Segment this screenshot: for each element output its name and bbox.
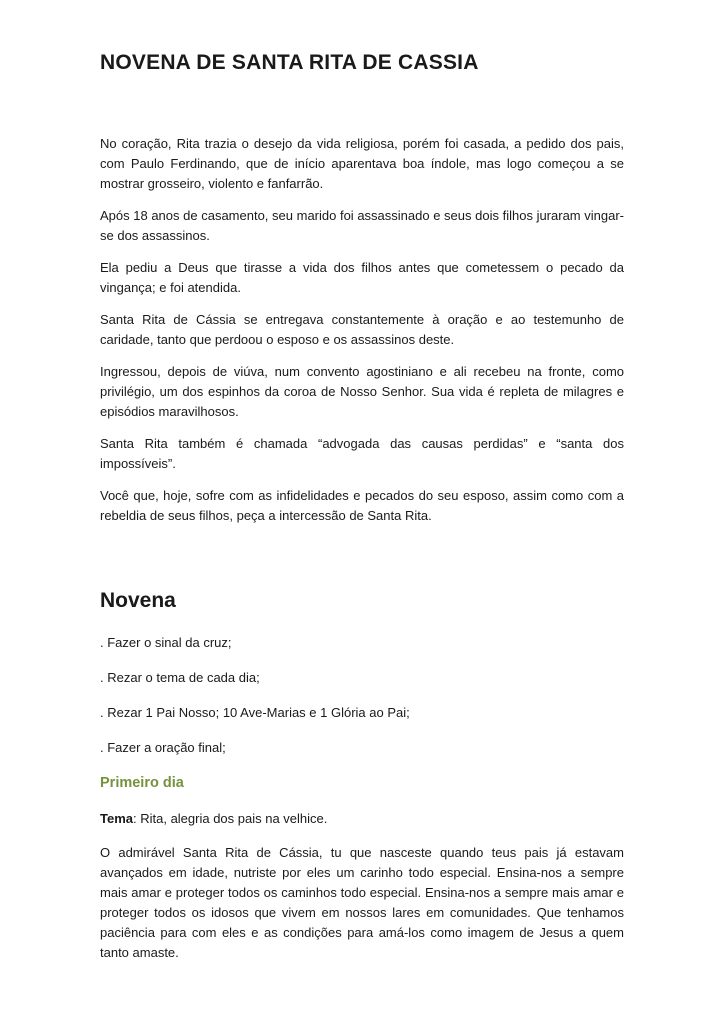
- intro-paragraph-1: No coração, Rita trazia o desejo da vida religiosa, porém foi casada, a pedido dos pais, com Paulo Ferdinando, que de início aparentava boa índole, mas logo começou a se mostrar grosseiro, violento e fanfarrão.: [100, 136, 624, 191]
- intro-paragraph-3: Ela pediu a Deus que tirasse a vida dos filhos antes que cometessem o pecado da vingança; e foi atendida.: [100, 260, 624, 295]
- document-title: NOVENA DE SANTA RITA DE CASSIA: [100, 51, 479, 74]
- novena-step-2: . Rezar o tema de cada dia;: [100, 670, 260, 685]
- novena-step-3: . Rezar 1 Pai Nosso; 10 Ave-Marias e 1 Glória ao Pai;: [100, 705, 410, 720]
- novena-section-heading: Novena: [100, 589, 176, 612]
- intro-paragraph-4: Santa Rita de Cássia se entregava constantemente à oração e ao testemunho de caridade, tanto que perdoou o esposo e os assassinos deste.: [100, 312, 624, 347]
- intro-paragraph-7: Você que, hoje, sofre com as infidelidades e pecados do seu esposo, assim como com a rebeldia de seus filhos, peça a intercessão de Santa Rita.: [100, 488, 624, 523]
- intro-paragraph-5: Ingressou, depois de viúva, num convento agostiniano e ali recebeu na fronte, como privilégio, um dos espinhos da coroa de Nosso Senhor. Sua vida é repleta de milagres e episódios maravilhosos.: [100, 364, 624, 419]
- intro-paragraph-2: Após 18 anos de casamento, seu marido foi assassinado e seus dois filhos juraram vingar-se dos assassinos.: [100, 208, 624, 243]
- first-day-prayer-paragraph: O admirável Santa Rita de Cássia, tu que nasceste quando teus pais já estavam avançados em idade, nutriste por eles um carinho todo especial. Ensina-nos a sempre mais amar e proteger todos os caminhos todo especial. Ensina-nos a sempre mais amar e proteger todos os idosos que vivem em nossos lares em comunidades. Que tenhamos paciência para com eles e as condições para amá-los como imagem de Jesus a quem tanto amaste.: [100, 845, 624, 960]
- novena-step-4: . Fazer a oração final;: [100, 740, 226, 755]
- theme-line: [100, 809, 624, 829]
- first-day-heading: Primeiro dia: [100, 775, 184, 791]
- intro-paragraph-6: Santa Rita também é chamada “advogada das causas perdidas” e “santa dos impossíveis”.: [100, 436, 624, 471]
- theme-text: : Rita, alegria dos pais na velhice.: [133, 811, 328, 826]
- theme-label: Tema: [100, 811, 133, 826]
- novena-step-1: . Fazer o sinal da cruz;: [100, 635, 232, 650]
